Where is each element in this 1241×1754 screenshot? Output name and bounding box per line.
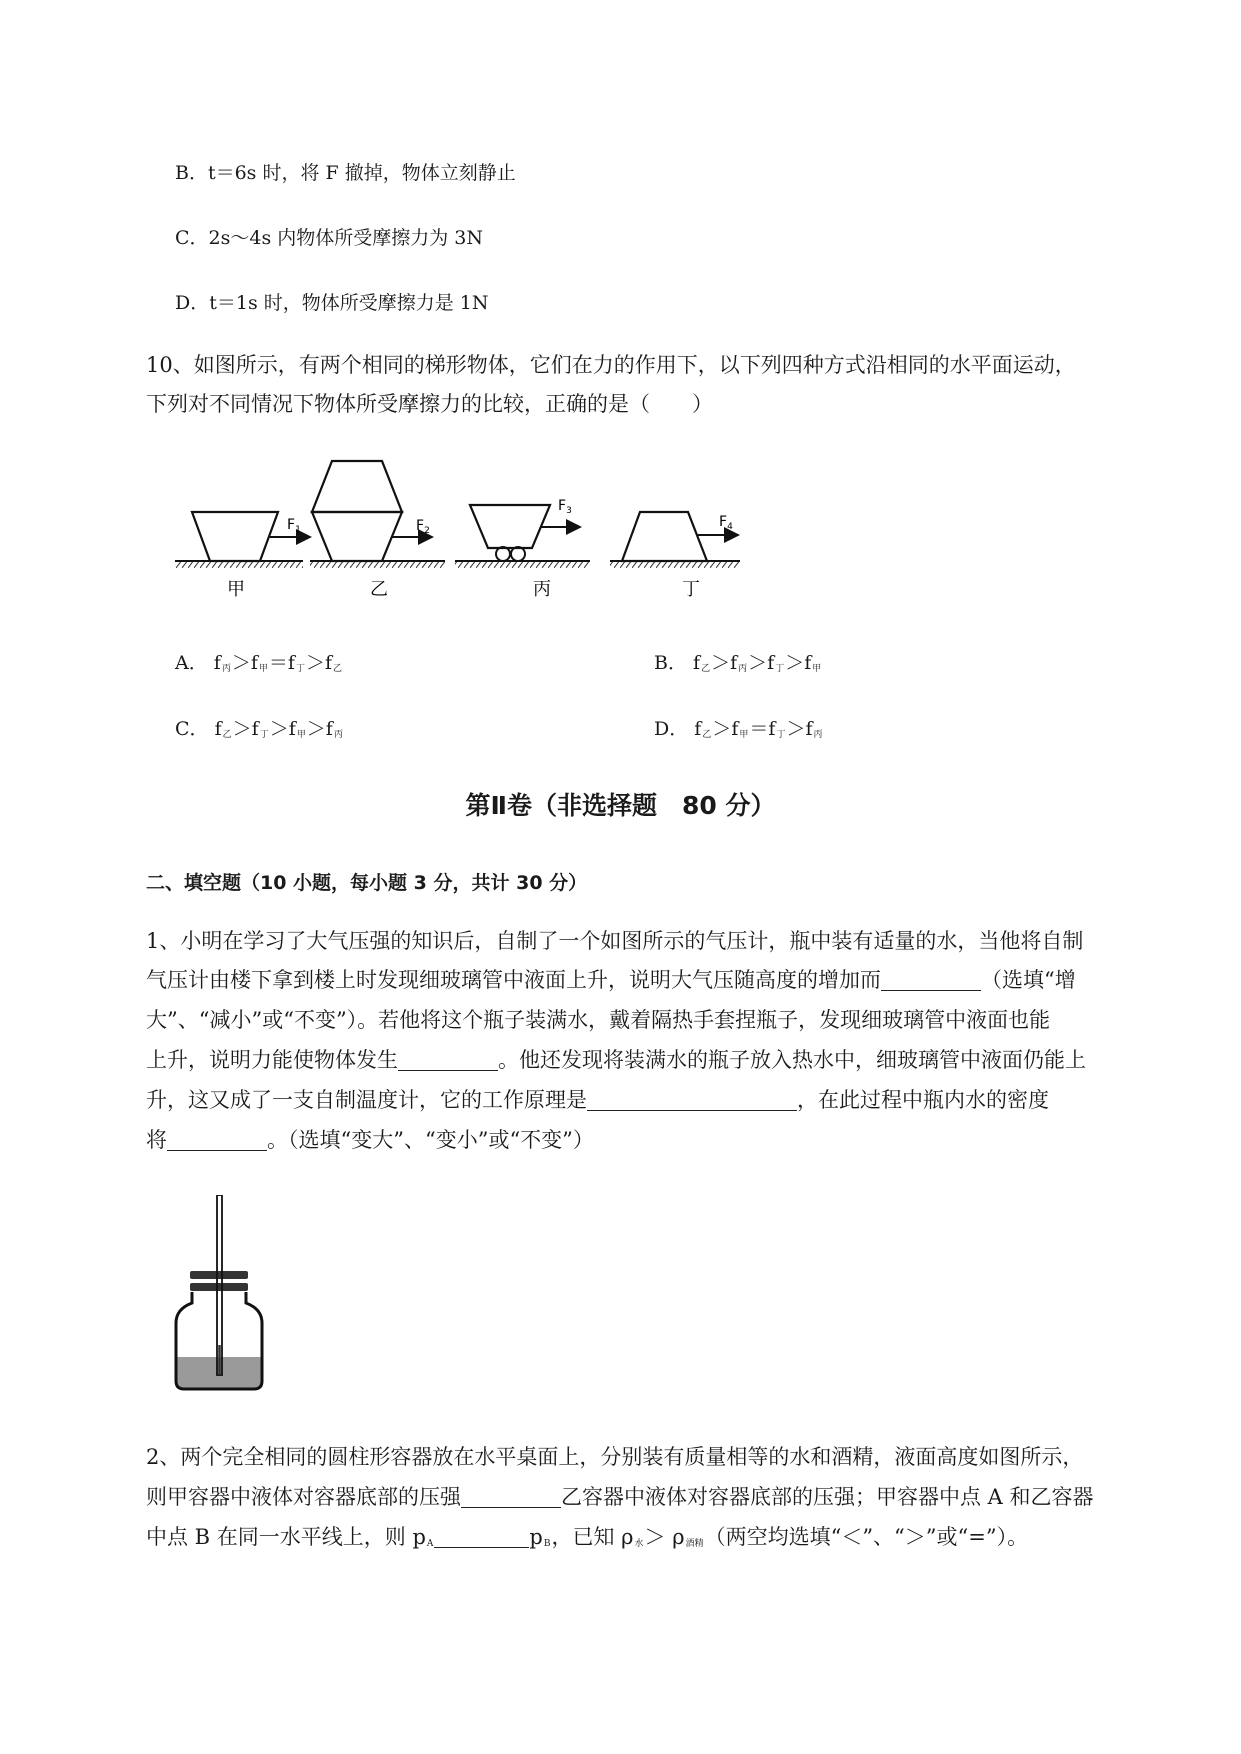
case-label-jia: 甲 bbox=[227, 579, 245, 600]
q10-option-c: C． $f_乙>f_丁>f_甲>f_丙$ bbox=[175, 718, 343, 740]
case-bing bbox=[455, 498, 590, 600]
fill2-line-2: 则甲容器中液体对容器底部的压强 乙容器中液体对容器底部的压强；甲容器中点 A 和乙容器 bbox=[146, 1485, 1094, 1509]
force-label-f4: $F_4$ bbox=[719, 514, 733, 532]
trapezoid-upper bbox=[312, 461, 402, 512]
answer-blank[interactable] bbox=[461, 1487, 561, 1508]
fill1-line-5: 升，这又成了一支自制温度计，它的工作原理是 ，在此过程中瓶内水的密度 bbox=[146, 1088, 1049, 1112]
fill1-line-3: 大”、“减小”或“不变”）。若他将这个瓶子装满水，戴着隔热手套捏瓶子，发现细玻璃管中液面也能 bbox=[146, 1008, 1051, 1032]
ground-hatch bbox=[455, 561, 590, 568]
case-yi bbox=[310, 461, 445, 600]
bottle-stopper-top bbox=[190, 1271, 248, 1279]
q10-figure-friction-cases bbox=[170, 448, 780, 613]
q9-option-d: D．t＝1s 时，物体所受摩擦力是 1N bbox=[175, 292, 489, 314]
q10-option-b: B． $f_乙>f_丙>f_丁>f_甲$ bbox=[654, 652, 822, 674]
case-label-ding: 丁 bbox=[682, 579, 700, 600]
answer-blank[interactable] bbox=[167, 1130, 267, 1151]
q10-option-a: A． $f_丙>f_甲=f_丁>f_乙$ bbox=[175, 652, 343, 674]
fill1-line-6: 将 。（选填“变大”、“变小”或“不变”） bbox=[146, 1128, 594, 1152]
fill2-line-3: 中点 B 在同一水平线上，则 $p_A$ $p_B$，已知 $\rho_水> \rho_{酒精}$（两空均选填“＜”、“＞”或“=”）。 bbox=[146, 1525, 1029, 1549]
answer-blank[interactable] bbox=[434, 1527, 529, 1548]
answer-blank[interactable] bbox=[398, 1050, 498, 1071]
answer-blank[interactable] bbox=[881, 970, 981, 991]
fill2-line-1: 2、两个完全相同的圆柱形容器放在水平桌面上，分别装有质量相等的水和酒精，液面高度如图所示， bbox=[146, 1445, 1084, 1469]
q9-option-b: B．t＝6s 时，将 F 撤掉，物体立刻静止 bbox=[175, 162, 516, 184]
trapezoid-inverted bbox=[192, 512, 278, 561]
bottle-stopper-bottom bbox=[190, 1283, 248, 1291]
case-label-yi: 乙 bbox=[370, 579, 388, 600]
section-ii-title: 第Ⅱ卷（非选择题 80 分） bbox=[465, 791, 776, 820]
answer-blank[interactable] bbox=[587, 1090, 797, 1111]
case-label-bing: 丙 bbox=[533, 579, 551, 600]
trapezoid-on-rollers bbox=[470, 505, 550, 548]
force-label-f2: $F_2$ bbox=[416, 518, 430, 536]
force-label-f1: $F_1$ bbox=[287, 517, 301, 535]
q9-option-c: C．2s～4s 内物体所受摩擦力为 3N bbox=[175, 227, 484, 249]
trapezoid-upright bbox=[622, 512, 707, 561]
barometer-bottle-figure bbox=[170, 1195, 280, 1395]
fill1-line-4: 上升，说明力能使物体发生 。他还发现将装满水的瓶子放入热水中，细玻璃管中液面仍能上 bbox=[146, 1048, 1086, 1072]
q10-option-d: D． $f_乙>f_甲=f_丁>f_丙$ bbox=[654, 718, 823, 740]
case-ding bbox=[610, 512, 740, 600]
force-label-f3: $F_3$ bbox=[558, 498, 572, 516]
q10-stem-line-1: 10、如图所示，有两个相同的梯形物体，它们在力的作用下，以下列四种方式沿相同的水平面运动， bbox=[146, 353, 1076, 377]
fill-in-section-heading: 二、填空题（10 小题，每小题 3 分，共计 30 分） bbox=[146, 872, 588, 894]
trapezoid-lower bbox=[312, 512, 402, 561]
case-jia bbox=[175, 512, 310, 600]
fill1-line-2: 气压计由楼下拿到楼上时发现细玻璃管中液面上升，说明大气压随高度的增加而 （选填“增 bbox=[146, 968, 1076, 992]
q10-stem-line-2: 下列对不同情况下物体所受摩擦力的比较，正确的是（ ） bbox=[146, 392, 713, 416]
fill1-line-1: 1、小明在学习了大气压强的知识后，自制了一个如图所示的气压计，瓶中装有适量的水，当他将自制 bbox=[146, 929, 1084, 953]
